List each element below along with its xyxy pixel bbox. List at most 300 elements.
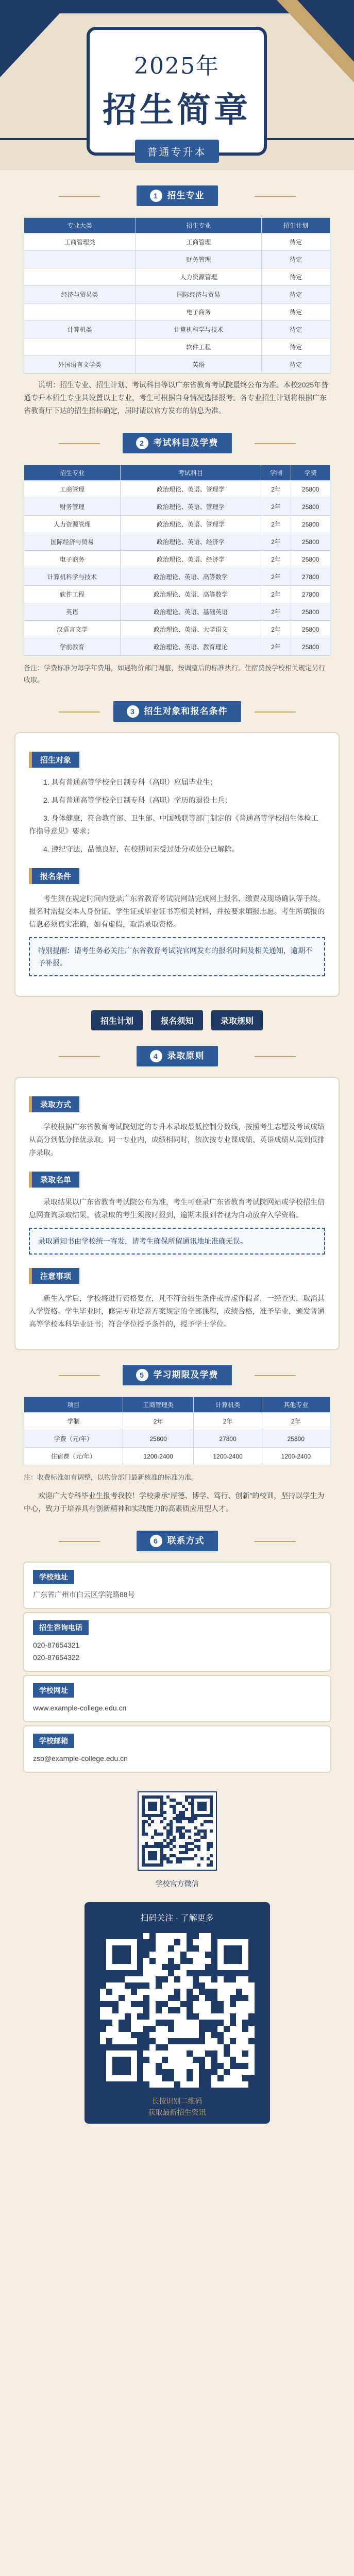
qr-module [174, 2081, 180, 2088]
qr-module [119, 1952, 125, 1958]
qr-module [100, 2075, 106, 2081]
table-row [24, 303, 330, 321]
qr-module [143, 2013, 149, 2020]
qr-module [137, 2013, 143, 2020]
table-row [24, 1448, 330, 1465]
qr-module [143, 1939, 149, 1945]
table-row [24, 1430, 330, 1448]
subheading: 录取名单 [29, 1172, 79, 1188]
qr-module [174, 2007, 180, 2013]
qr-module [100, 2020, 106, 2026]
qr-code-small[interactable] [139, 1792, 216, 1870]
hero-card [87, 27, 267, 156]
qr-module [210, 1845, 213, 1848]
qr-module [119, 1976, 125, 1982]
qr-code-large[interactable] [100, 1933, 255, 2088]
table-cell: 政治理论、英语、高等数学 [121, 586, 261, 603]
subheading: 报名条件 [29, 868, 79, 884]
qr-module [162, 2044, 168, 2050]
qr-module [230, 2057, 236, 2063]
qr-module [205, 2026, 211, 2032]
qr-module [205, 2075, 211, 2081]
qr-module [143, 1945, 149, 1952]
table-row [24, 338, 330, 356]
qr-module [137, 1939, 143, 1945]
qr-module [156, 2063, 162, 2069]
table-row [24, 481, 330, 498]
qr-module [145, 1833, 148, 1836]
contact-label: 学校邮箱 [33, 1734, 74, 1748]
table-cell [24, 303, 136, 321]
qr-module [217, 2032, 224, 2038]
table-cell: 软件工程 [136, 338, 262, 356]
table-row [24, 268, 330, 286]
qr-module [211, 2032, 217, 2038]
section-title: 招生对象和报名条件 [144, 706, 228, 716]
section-title: 招生专业 [167, 191, 205, 200]
qr-module [137, 2057, 143, 2063]
qr-module [125, 1982, 131, 1989]
qr-module [210, 1814, 213, 1817]
qr-module [137, 2075, 143, 2081]
qr-module [180, 1958, 187, 1964]
qr-module [224, 2050, 230, 2057]
qr-module [248, 1933, 255, 1939]
qr-module [211, 1989, 217, 1995]
section-heading-1 [69, 185, 285, 208]
qr-module [137, 2063, 143, 2069]
table-cell: 学费（元/年） [24, 1430, 123, 1448]
table-row [24, 603, 330, 621]
qr-module [100, 1970, 106, 1976]
contact-label: 学校地址 [33, 1570, 74, 1584]
table-cell: 待定 [262, 303, 330, 321]
qr-module [168, 1958, 174, 1964]
table-cell: 2年 [123, 1413, 194, 1430]
qr-module [185, 1851, 188, 1854]
table-cell: 政治理论、英语、基础英语 [121, 603, 261, 621]
table-cell: 25800 [123, 1430, 194, 1448]
qr-module [119, 2063, 125, 2069]
qr-module [248, 2081, 255, 2088]
qr-module [131, 2032, 137, 2038]
qr-module [236, 1958, 242, 1964]
qr-module [204, 1836, 207, 1839]
qr-module [211, 2020, 217, 2026]
qr-module [170, 1860, 173, 1863]
list-item: 3. 身体健康，符合教育部、卫生部、中国残联等部门制定的《普通高等学校招生体检工作指导意见》要求； [29, 814, 318, 835]
qr-module [119, 1995, 125, 2001]
qr-module [119, 2069, 125, 2075]
qr-module [131, 1970, 137, 1976]
table-header: 专业大类 [24, 218, 136, 233]
hero-banner [0, 0, 354, 170]
qr-module [224, 1945, 230, 1952]
qr-module [211, 2057, 217, 2063]
table-cell [24, 251, 136, 268]
table-cell: 学制 [24, 1413, 123, 1430]
qr-module [112, 2007, 119, 2013]
qr-module [199, 2063, 205, 2069]
qr-module [199, 1982, 205, 1989]
qr-module [197, 1848, 200, 1851]
qr-module [168, 1945, 174, 1952]
qr-area [0, 1792, 354, 2126]
table-header: 招生专业 [24, 465, 121, 481]
qr-module [187, 2069, 193, 2075]
qr-module [236, 1995, 242, 2001]
qr-module [211, 1995, 217, 2001]
qr-module [119, 1933, 125, 1939]
qr-module [205, 1970, 211, 1976]
qr-module [185, 1808, 188, 1811]
qr-module [224, 2026, 230, 2032]
qr-module [125, 2081, 131, 2088]
qr-module [242, 1933, 248, 1939]
qr-module [248, 1952, 255, 1958]
qr-module [217, 2001, 224, 2007]
qr-module [106, 1976, 112, 1982]
fees-table [24, 1397, 330, 1465]
qr-module [162, 2057, 168, 2063]
qr-module [205, 2081, 211, 2088]
table-row [24, 498, 330, 516]
qr-module [162, 2020, 168, 2026]
contact-label: 学校网址 [33, 1683, 74, 1698]
table-cell: 政治理论、英语、教育理论 [121, 638, 261, 656]
qr-module [242, 2063, 248, 2069]
qr-module [119, 2057, 125, 2063]
qr-module [149, 1958, 156, 1964]
qr-module [217, 2020, 224, 2026]
qr-module [230, 2013, 236, 2020]
qr-module [236, 1989, 242, 1995]
closing-text: 欢迎广大专科毕业生报考我校！学校秉承“厚德、博学、笃行、创新”的校训，坚持以学生为中心，致力于培养具有创新精神和实践能力的高素质应用型人才。 [24, 1492, 325, 1513]
qr-module [125, 1952, 131, 1958]
table-cell: 人力资源管理 [24, 516, 121, 533]
qr-module [211, 1952, 217, 1958]
section-title: 考试科目及学费 [153, 438, 218, 448]
qr-module [173, 1845, 176, 1848]
qr-module [154, 1857, 157, 1860]
fees-note: 注：收费标准如有调整，以物价部门最新核准的标准为准。 [24, 1473, 198, 1481]
qr-module [119, 2026, 125, 2032]
qr-module [125, 2069, 131, 2075]
qr-module [187, 2050, 193, 2057]
qr-module [248, 1939, 255, 1945]
qr-module [137, 1964, 143, 1970]
qr-module [230, 1995, 236, 2001]
qr-module [137, 2038, 143, 2044]
qr-module [149, 1945, 156, 1952]
table-cell: 2年 [261, 603, 291, 621]
section-number: 3 [127, 705, 139, 718]
qr-module [137, 1952, 143, 1958]
qr-module [248, 1958, 255, 1964]
table-cell: 1200-2400 [123, 1448, 194, 1465]
table-cell: 待定 [262, 251, 330, 268]
table-cell: 英语 [136, 356, 262, 374]
qr-module [199, 2038, 205, 2044]
table-cell: 国际经济与贸易 [24, 533, 121, 551]
qr-module [242, 2050, 248, 2057]
qr-module [160, 1820, 163, 1823]
qr-module [179, 1860, 182, 1863]
qr-module [168, 1995, 174, 2001]
contact-phone [24, 1613, 330, 1671]
section-heading-6 [69, 1531, 285, 1553]
table-cell: 25800 [291, 551, 330, 568]
qr-module [131, 1989, 137, 1995]
table-row [24, 233, 330, 251]
hero-tag: 普通专升本 [135, 140, 219, 163]
qr-module [160, 1863, 163, 1867]
section-number: 1 [150, 190, 162, 202]
qr-module [211, 1933, 217, 1939]
table-header: 计算机类 [194, 1397, 262, 1413]
qr-module [156, 2069, 162, 2075]
qr-module [242, 2075, 248, 2081]
qr-module [230, 1952, 236, 1958]
qr-module [131, 2081, 137, 2088]
qr-module [211, 1970, 217, 1976]
table-cell: 政治理论、英语、大学语文 [121, 621, 261, 638]
table-cell: 27800 [291, 586, 330, 603]
qr-module [180, 1952, 187, 1958]
fees-section [0, 1397, 354, 1515]
section-heading-2 [69, 433, 285, 455]
subheading: 注意事项 [29, 1268, 79, 1284]
qr-module [191, 1848, 194, 1851]
qr-module [143, 2057, 149, 2063]
qr-module [143, 1982, 149, 1989]
qr-module [100, 1933, 106, 1939]
qr-module [205, 1989, 211, 1995]
qr-module [125, 2013, 131, 2020]
section-number: 5 [136, 1369, 148, 1381]
table-header: 项目 [24, 1397, 123, 1413]
table-row [24, 321, 330, 338]
table-cell: 经济与贸易类 [24, 286, 136, 303]
table-cell: 英语 [24, 603, 121, 621]
qr-module [174, 1995, 180, 2001]
qr-module [100, 2050, 106, 2057]
qr-footer-line: 获取最新招生资讯 [148, 2108, 206, 2116]
table-cell: 财务管理 [136, 251, 262, 268]
qr-module [112, 1958, 119, 1964]
qr-module [162, 1964, 168, 1970]
qr-module [170, 1848, 173, 1851]
phone-link[interactable]: 020-87654321 [33, 1641, 80, 1649]
qr-module [137, 2001, 143, 2007]
table-cell: 2年 [261, 621, 291, 638]
email-link[interactable]: zsb@example-college.edu.cn [33, 1754, 128, 1762]
qr-module [143, 2026, 149, 2032]
table-header: 考试科目 [121, 465, 261, 481]
table-row [24, 1413, 330, 1430]
qr-module [137, 2032, 143, 2038]
qr-module [106, 2038, 112, 2044]
qr-module [125, 1958, 131, 1964]
qr-module [119, 2020, 125, 2026]
qr-module [193, 1945, 199, 1952]
qr-module [149, 2038, 156, 2044]
qr-module [205, 1995, 211, 2001]
qr-module [199, 2020, 205, 2026]
qr-module [100, 1958, 106, 1964]
list-item: 2. 具有普通高等学校全日制专科（高职）学历的退役士兵； [43, 796, 232, 804]
qr-module [193, 2013, 199, 2020]
qr-module [125, 2026, 131, 2032]
qr-module [224, 1933, 230, 1939]
qr-module [143, 1995, 149, 2001]
qr-module [156, 2007, 162, 2013]
qr-module [236, 1970, 242, 1976]
qr-module [197, 1839, 200, 1842]
qr-module [199, 2069, 205, 2075]
section-heading-5 [69, 1365, 285, 1387]
qr-module [106, 2020, 112, 2026]
qr-module [199, 2032, 205, 2038]
qr-module [187, 1933, 193, 1939]
qr-module [112, 2057, 119, 2063]
qr-module [143, 2007, 149, 2013]
table-cell: 2年 [261, 481, 291, 498]
qr-module [174, 1939, 180, 1945]
qr-module [137, 1933, 143, 1939]
qr-module [205, 1952, 211, 1958]
subheading: 招生对象 [29, 752, 79, 768]
table-cell: 27800 [291, 568, 330, 586]
qr-module [112, 2069, 119, 2075]
qr-module [194, 1817, 197, 1820]
qr-module [112, 1952, 119, 1958]
table-cell: 待定 [262, 338, 330, 356]
qr-module [156, 2044, 162, 2050]
table-cell: 工商管理 [136, 233, 262, 251]
qr-module [125, 2020, 131, 2026]
table-cell: 待定 [262, 268, 330, 286]
qr-module [187, 1970, 193, 1976]
phone-link[interactable]: 020-87654322 [33, 1653, 80, 1662]
qr-module [248, 2038, 255, 2044]
qr-module [211, 2069, 217, 2075]
qr-module [193, 1995, 199, 2001]
qr-module [217, 1933, 224, 1939]
table-cell: 27800 [194, 1430, 262, 1448]
contact-label: 招生咨询电话 [33, 1620, 89, 1635]
qr-module [112, 1970, 119, 1976]
qr-module [193, 2038, 199, 2044]
qr-module [197, 1863, 200, 1867]
qr-module [168, 2038, 174, 2044]
qr-module [236, 1952, 242, 1958]
table-cell: 25800 [291, 638, 330, 656]
table-cell: 2年 [262, 1413, 330, 1430]
qr-module [174, 1989, 180, 1995]
qr-module [211, 1939, 217, 1945]
exam-table [24, 465, 330, 656]
table-cell: 人力资源管理 [136, 268, 262, 286]
decor-line-left [0, 138, 87, 140]
table-cell: 电子商务 [24, 551, 121, 568]
table-cell: 财务管理 [24, 498, 121, 516]
qr-module [230, 2020, 236, 2026]
table-cell: 2年 [261, 516, 291, 533]
qr-module [156, 1982, 162, 1989]
table-cell: 计算机科学与技术 [24, 568, 121, 586]
qr-module [217, 2075, 224, 2081]
website-link[interactable]: www.example-college.edu.cn [33, 1704, 127, 1712]
table-header: 招生专业 [136, 218, 262, 233]
qr-module [106, 2081, 112, 2088]
qr-module [199, 2075, 205, 2081]
qr-module [236, 1945, 242, 1952]
qr-module [199, 2026, 205, 2032]
qr-module [193, 1970, 199, 1976]
qr-module [191, 1857, 194, 1860]
qr-module [217, 2038, 224, 2044]
qr-module [242, 1995, 248, 2001]
qr-module [168, 1964, 174, 1970]
qr-module [205, 2020, 211, 2026]
table-cell: 政治理论、英语、高等数学 [121, 568, 261, 586]
qr-module [125, 1970, 131, 1976]
table-cell: 计算机类 [24, 321, 136, 338]
table-row [24, 551, 330, 568]
qr-module [100, 2001, 106, 2007]
table-cell: 政治理论、英语、经济学 [121, 551, 261, 568]
qr-module [193, 1976, 199, 1982]
table-cell: 2年 [261, 551, 291, 568]
qr-poster-footer [85, 2095, 270, 2118]
qr-module [210, 1820, 213, 1823]
qr-module [100, 1964, 106, 1970]
qr-module [193, 1982, 199, 1989]
qr-module [106, 2044, 112, 2050]
qr-module [187, 1989, 193, 1995]
qr-module [162, 1976, 168, 1982]
list-item: 4. 遵纪守法，品德良好，在校期间未受过处分或处分已解除。 [43, 845, 239, 853]
qr-module [193, 1933, 199, 1939]
qr-module [112, 2063, 119, 2069]
table-header: 学制 [261, 465, 291, 481]
table-cell: 政治理论、英语、管理学 [121, 498, 261, 516]
qr-module [106, 2001, 112, 2007]
table-row [24, 586, 330, 603]
table-cell: 待定 [262, 356, 330, 374]
qr-module [137, 1982, 143, 1989]
qr-module [217, 2007, 224, 2013]
qr-module [106, 1970, 112, 1976]
condition-text: 考生须在规定时间内登录广东省教育考试院网站完成网上报名、缴费及现场确认等手续。报名时需提交本人身份证、学生证或毕业证书等相关材料，并按要求填报志愿。考生所填报的信息必须真实准确，如有虚假，取消录取资格。 [29, 894, 325, 928]
qr-module [137, 1958, 143, 1964]
qr-module [149, 1933, 156, 1939]
qr-module [112, 2044, 119, 2050]
exam-section [0, 465, 354, 686]
table-cell: 政治理论、英语、管理学 [121, 516, 261, 533]
qr-module [224, 2044, 230, 2050]
table-cell: 25800 [291, 603, 330, 621]
qr-module [224, 1958, 230, 1964]
qr-module [204, 1808, 207, 1811]
section-title: 录取原则 [167, 1051, 205, 1061]
qr-module [174, 1976, 180, 1982]
qr-module [106, 1989, 112, 1995]
table-cell: 住宿费（元/年） [24, 1448, 123, 1465]
qr-module [131, 2044, 137, 2050]
qr-module [211, 1964, 217, 1970]
